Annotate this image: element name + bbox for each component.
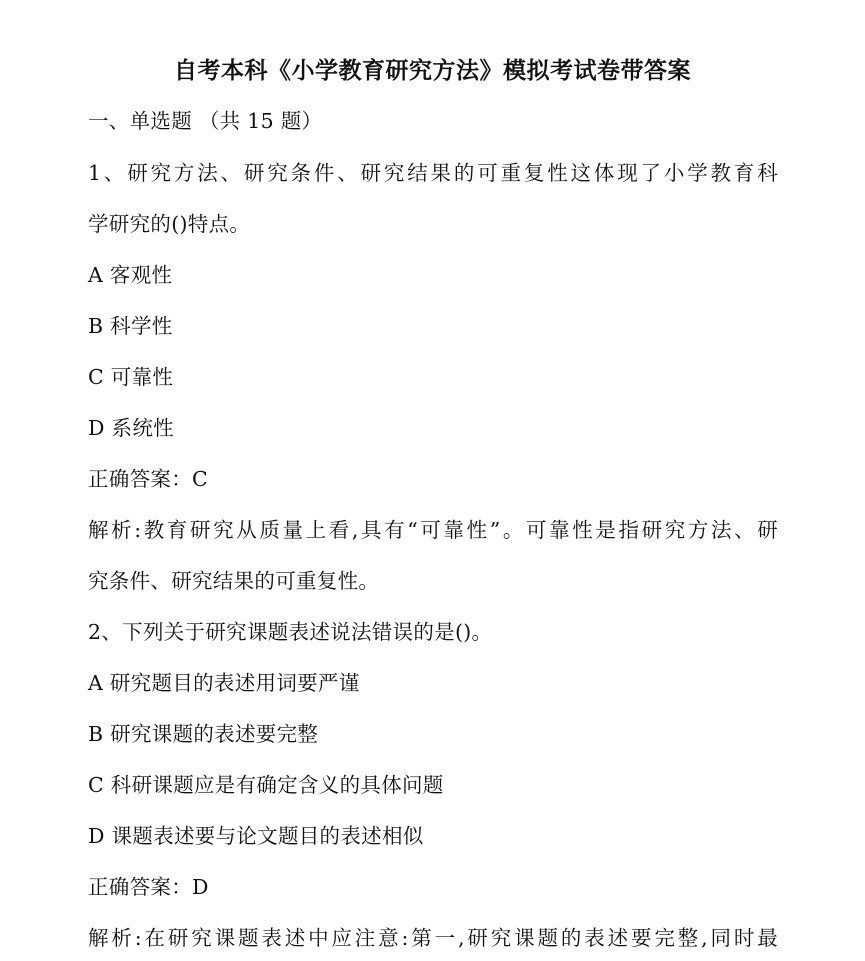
question-2-analysis-line-1: 解析:在研究课题表述中应注意:第一,研究课题的表述要完整,同时最: [88, 926, 778, 950]
question-2-stem-line-1: 2、下列关于研究课题表述说法错误的是()。: [88, 620, 493, 644]
document-title: 自考本科《小学教育研究方法》模拟考试卷带答案: [174, 58, 691, 84]
question-1-answer: 正确答案：C: [88, 467, 208, 491]
question-2-option-d: D 课题表述要与论文题目的表述相似: [88, 824, 424, 848]
question-2-option-b: B 研究课题的表述要完整: [88, 722, 319, 746]
question-1-analysis-line-1: 解析:教育研究从质量上看,具有“可靠性”。可靠性是指研究方法、研: [88, 518, 778, 542]
question-2-option-c: C 科研课题应是有确定含义的具体问题: [88, 773, 444, 797]
question-1-option-d: D 系统性: [88, 416, 174, 440]
question-1-stem-line-2: 学研究的()特点。: [88, 212, 251, 236]
question-1-stem-line-1: 1、研究方法、研究条件、研究结果的可重复性这体现了小学教育科: [88, 161, 778, 185]
question-1-analysis-line-2: 究条件、研究结果的可重复性。: [88, 569, 380, 593]
question-2-option-a: A 研究题目的表述用词要严谨: [88, 671, 360, 695]
section-heading: 一、单选题 （共 15 题）: [88, 109, 323, 133]
question-1-option-b: B 科学性: [88, 314, 173, 338]
question-1-option-c: C 可靠性: [88, 365, 174, 389]
question-1-option-a: A 客观性: [88, 263, 173, 287]
question-2-answer: 正确答案：D: [88, 875, 209, 899]
